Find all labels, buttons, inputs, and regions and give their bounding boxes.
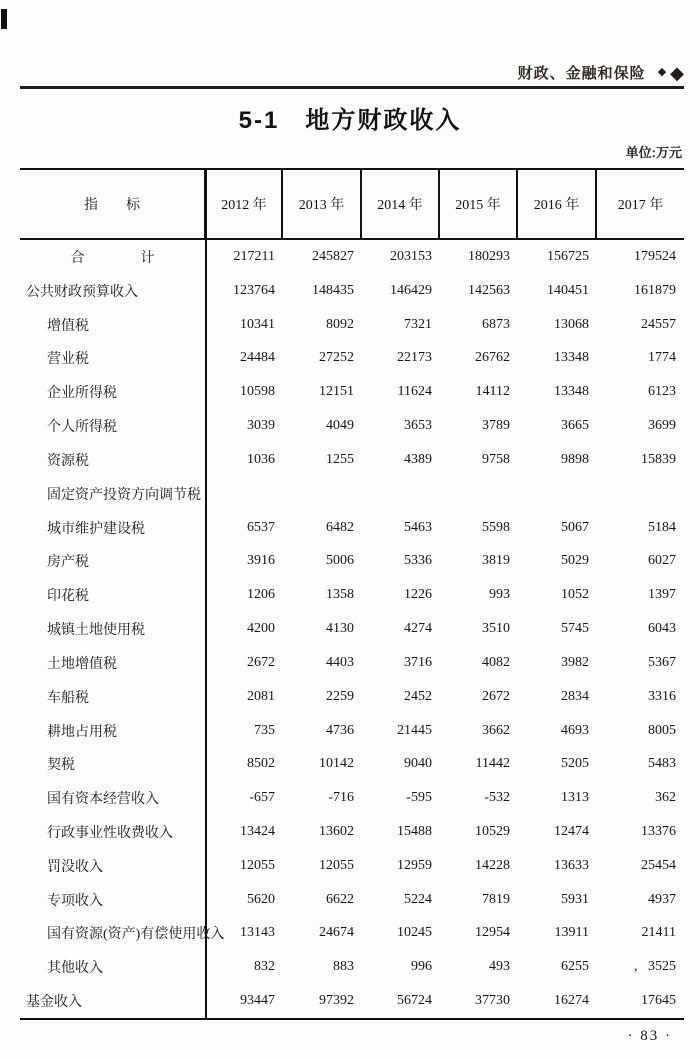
row-value: 6043 <box>648 621 676 637</box>
row-value: 5224 <box>404 891 432 907</box>
diamond-small-icon: ◆ <box>657 66 667 78</box>
table-row <box>20 849 684 883</box>
row-value: 13424 <box>240 823 275 839</box>
row-value <box>207 477 283 511</box>
row-value: 1774 <box>648 350 676 366</box>
row-value: 9898 <box>561 451 589 467</box>
row-value: 17645 <box>641 993 676 1009</box>
row-label: 罚没收入 <box>20 849 207 883</box>
row-label: 资源税 <box>20 443 207 477</box>
row-value: 5745 <box>561 621 589 637</box>
row-value: 13143 <box>240 925 275 941</box>
row-value: 12474 <box>554 823 589 839</box>
row-value: 1206 <box>247 587 275 603</box>
row-value: 4403 <box>326 654 354 670</box>
row-value: 26762 <box>475 350 510 366</box>
row-value: -657 <box>249 790 275 806</box>
row-value: 24674 <box>319 925 354 941</box>
table-row <box>20 917 684 951</box>
row-value: 6622 <box>326 891 354 907</box>
year-column-header: 2015 年 <box>440 170 518 238</box>
table-row <box>20 308 684 342</box>
diamond-large-icon: ◆ <box>670 62 684 83</box>
row-value: 21411 <box>641 925 676 941</box>
row-value: 3316 <box>648 688 676 704</box>
row-value: 15488 <box>397 823 432 839</box>
table-header-row <box>20 170 684 240</box>
row-value: 4200 <box>247 621 275 637</box>
table-row <box>20 646 684 680</box>
row-value: 4049 <box>326 418 354 434</box>
page-title: 5-1 地方财政收入 <box>238 107 462 134</box>
row-value: 10142 <box>319 756 354 772</box>
row-value: 12055 <box>319 857 354 873</box>
row-value: 142563 <box>468 282 510 298</box>
row-label: 增值税 <box>20 308 207 342</box>
row-value: 4082 <box>482 654 510 670</box>
row-value: 493 <box>489 959 510 975</box>
row-label: 城市维护建设税 <box>20 511 207 545</box>
row-value: 5931 <box>561 891 589 907</box>
row-value: 4389 <box>404 451 432 467</box>
row-value: 3699 <box>648 418 676 434</box>
table-row <box>20 883 684 917</box>
row-value: 4130 <box>326 621 354 637</box>
table-row <box>20 240 684 274</box>
row-value: 11442 <box>475 756 510 772</box>
row-label: 耕地占用税 <box>20 714 207 748</box>
row-value: 1036 <box>247 451 275 467</box>
scan-artifact <box>1 9 7 29</box>
row-value: 5336 <box>404 553 432 569</box>
row-value: 93447 <box>240 993 275 1009</box>
row-value: 3982 <box>561 654 589 670</box>
row-value: 5006 <box>326 553 354 569</box>
section-header <box>518 62 684 83</box>
row-value: 1313 <box>561 790 589 806</box>
row-value: 12151 <box>319 384 354 400</box>
table-row <box>20 274 684 308</box>
row-value <box>597 477 684 511</box>
row-value: 5184 <box>648 519 676 535</box>
indicator-column-header: 指 标 <box>20 170 207 238</box>
row-value: 25454 <box>641 857 676 873</box>
row-label: 专项收入 <box>20 883 207 917</box>
row-value: 1255 <box>326 451 354 467</box>
row-label: 印花税 <box>20 578 207 612</box>
table-row <box>20 578 684 612</box>
table-row <box>20 680 684 714</box>
row-value: 10598 <box>240 384 275 400</box>
row-value: 5367 <box>648 654 676 670</box>
row-value: 5598 <box>482 519 510 535</box>
row-label: 企业所得税 <box>20 375 207 409</box>
row-value: 161879 <box>634 282 676 298</box>
header-rule <box>20 86 684 89</box>
row-value: 21445 <box>397 722 432 738</box>
row-value: 7819 <box>482 891 510 907</box>
row-value: 3819 <box>482 553 510 569</box>
row-value: 6537 <box>247 519 275 535</box>
row-label: 固定资产投资方向调节税 <box>20 477 207 511</box>
row-value: 37730 <box>475 993 510 1009</box>
row-value: 6123 <box>648 384 676 400</box>
row-value: 3665 <box>561 418 589 434</box>
table-row <box>20 477 684 511</box>
row-label: 合 计 <box>20 240 207 274</box>
row-label: 土地增值税 <box>20 646 207 680</box>
row-label: 公共财政预算收入 <box>20 274 207 308</box>
row-label: 车船税 <box>20 680 207 714</box>
row-value: 5463 <box>404 519 432 535</box>
row-value: 2672 <box>482 688 510 704</box>
row-value: 832 <box>254 959 275 975</box>
row-value: 11624 <box>397 384 432 400</box>
row-value: 13376 <box>641 823 676 839</box>
row-value: 13348 <box>554 350 589 366</box>
row-value <box>518 477 597 511</box>
row-value: 10245 <box>397 925 432 941</box>
page-number: · 83 · <box>627 1028 672 1044</box>
row-label: 国有资源(资产)有偿使用收入 <box>20 917 207 951</box>
row-value: 180293 <box>468 248 510 264</box>
table-row <box>20 815 684 849</box>
table-row <box>20 714 684 748</box>
section-header-label: 财政、金融和保险 <box>517 65 646 82</box>
row-value: 146429 <box>390 282 432 298</box>
row-value <box>283 477 362 511</box>
row-value: 12959 <box>397 857 432 873</box>
row-value: 13348 <box>554 384 589 400</box>
row-value: 8502 <box>247 756 275 772</box>
unit-note: 单位:万元 <box>625 145 682 160</box>
row-value: 156725 <box>547 248 589 264</box>
row-value <box>440 477 518 511</box>
row-value: 16274 <box>554 993 589 1009</box>
row-value: 4736 <box>326 722 354 738</box>
row-value: 203153 <box>390 248 432 264</box>
row-value: 3653 <box>404 418 432 434</box>
row-value: 13602 <box>319 823 354 839</box>
row-value: 5067 <box>561 519 589 535</box>
row-label: 房产税 <box>20 544 207 578</box>
row-value: 10529 <box>475 823 510 839</box>
row-value: 3716 <box>404 654 432 670</box>
row-value: 3510 <box>482 621 510 637</box>
row-value: 735 <box>254 722 275 738</box>
row-value: 9758 <box>482 451 510 467</box>
row-value: 9040 <box>404 756 432 772</box>
year-column-header: 2013 年 <box>283 170 362 238</box>
row-value: 24484 <box>240 350 275 366</box>
row-value: 2081 <box>247 688 275 704</box>
row-value: -716 <box>328 790 354 806</box>
row-value: 5483 <box>648 756 676 772</box>
table-row <box>20 950 684 984</box>
row-value: 6873 <box>482 316 510 332</box>
row-value: 27252 <box>319 350 354 366</box>
row-value: 245827 <box>312 248 354 264</box>
row-value: 12954 <box>475 925 510 941</box>
row-value: 8005 <box>648 722 676 738</box>
row-value: 8092 <box>326 316 354 332</box>
row-value: 123764 <box>233 282 275 298</box>
row-value: 12055 <box>240 857 275 873</box>
row-value: 24557 <box>641 316 676 332</box>
row-value: 2672 <box>247 654 275 670</box>
row-value: 1358 <box>326 587 354 603</box>
table-row <box>20 409 684 443</box>
row-label: 其他收入 <box>20 950 207 984</box>
row-value: 3789 <box>482 418 510 434</box>
row-label: 基金收入 <box>20 984 207 1018</box>
table-row <box>20 612 684 646</box>
table-row <box>20 747 684 781</box>
row-value: 14228 <box>475 857 510 873</box>
row-value: 1226 <box>404 587 432 603</box>
row-value: 6482 <box>326 519 354 535</box>
row-value: -595 <box>406 790 432 806</box>
row-value: 3662 <box>482 722 510 738</box>
row-value: 883 <box>333 959 354 975</box>
row-value: 13633 <box>554 857 589 873</box>
row-label: 城镇土地使用税 <box>20 612 207 646</box>
table-row <box>20 984 684 1018</box>
row-value: 362 <box>655 790 676 806</box>
table-row <box>20 341 684 375</box>
row-value: 22173 <box>397 350 432 366</box>
row-label: 契税 <box>20 747 207 781</box>
row-value: 6255 <box>561 959 589 975</box>
table-row <box>20 781 684 815</box>
year-column-header: 2014 年 <box>362 170 440 238</box>
year-column-header: 2012 年 <box>207 170 283 238</box>
row-value <box>362 477 440 511</box>
year-column-header: 2017 年 <box>617 198 664 213</box>
row-value: 10341 <box>240 316 275 332</box>
row-value: 5029 <box>561 553 589 569</box>
table-row <box>20 511 684 545</box>
table-row <box>20 544 684 578</box>
row-value: 1052 <box>561 587 589 603</box>
row-value: 6027 <box>648 553 676 569</box>
row-value: 15839 <box>641 451 676 467</box>
row-value: 140451 <box>547 282 589 298</box>
row-value: 3039 <box>247 418 275 434</box>
row-value: 13911 <box>554 925 589 941</box>
table-row <box>20 443 684 477</box>
row-value: 13068 <box>554 316 589 332</box>
row-value: 3916 <box>247 553 275 569</box>
row-value: -532 <box>484 790 510 806</box>
row-label: 国有资本经营收入 <box>20 781 207 815</box>
row-value: 4274 <box>404 621 432 637</box>
row-value: , 3525 <box>634 959 676 975</box>
row-value: 993 <box>489 587 510 603</box>
row-value: 7321 <box>404 316 432 332</box>
row-label: 个人所得税 <box>20 409 207 443</box>
row-label: 营业税 <box>20 341 207 375</box>
row-value: 996 <box>411 959 432 975</box>
row-value: 97392 <box>319 993 354 1009</box>
row-label: 行政事业性收费收入 <box>20 815 207 849</box>
row-value: 2259 <box>326 688 354 704</box>
row-value: 5205 <box>561 756 589 772</box>
row-value: 1397 <box>648 587 676 603</box>
row-value: 4693 <box>561 722 589 738</box>
row-value: 14112 <box>475 384 510 400</box>
row-value: 217211 <box>233 248 275 264</box>
table-body <box>20 240 684 1018</box>
row-value: 2834 <box>561 688 589 704</box>
row-value: 148435 <box>312 282 354 298</box>
year-column-header: 2016 年 <box>518 170 597 238</box>
row-value: 179524 <box>634 248 676 264</box>
row-value: 4937 <box>648 891 676 907</box>
data-table <box>20 168 684 1020</box>
row-value: 5620 <box>247 891 275 907</box>
table-row <box>20 375 684 409</box>
row-value: 56724 <box>397 993 432 1009</box>
row-value: 2452 <box>404 688 432 704</box>
